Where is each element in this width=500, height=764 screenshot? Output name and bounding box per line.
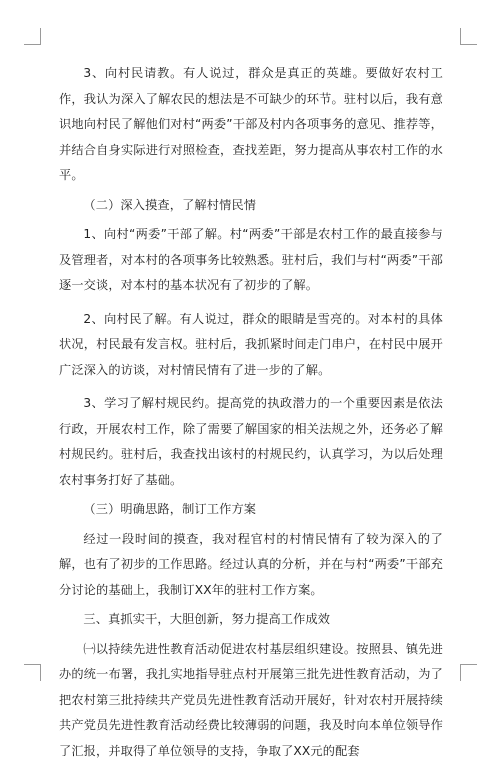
document-body (59, 61, 443, 764)
crop-mark-bottom-right (460, 664, 477, 681)
crop-mark-top-right (460, 28, 477, 45)
paragraph-village-committee: 1、向村“两委”干部了解。村“两委”干部是农村工作的最直接参与及管理者，对本村的各项事务比较熟悉。驻村后，我们与村“两委”干部逐一交谈，对本村的基本状况有了初步的了解。 (59, 222, 443, 299)
crop-mark-top-left (24, 28, 41, 45)
paragraph-villagers: 2、向村民了解。有人说过，群众的眼睛是雪亮的。对本村的具体状况，村民最有发言权。驻村后，我抓紧时间走门串户，在村民中展开广泛深入的访谈，对村情民情有了进一步的了解。 (59, 307, 443, 384)
section-heading-survey: （二）深入摸查，了解村情民情 (59, 193, 443, 219)
section-heading-plan: （三）明确思路，制订工作方案 (59, 497, 443, 523)
paragraph-advanced-education: ㈠以持续先进性教育活动促进农村基层组织建设。按照县、镇先进办的统一布署，我扎实地指导驻点村开展第三批先进性教育活动，为了把农村第三批持续共产党员先进性教育活动开展好，针对农村开展持续共产党员先进性教育活动经费比较薄弱的问题，我及时向本单位领导作了汇报，并取得了单位领导的支持，争取了XX元的配套 (59, 637, 443, 764)
paragraph-village-rules: 3、学习了解村规民约。提高党的执政潜力的一个重要因素是依法行政，开展农村工作，除了需要了解国家的相关法规之外，还务必了解村规民约。驻村后，我查找出该村的村规民约，认真学习，为以后处理农村事务打好了基础。 (59, 391, 443, 493)
crop-mark-bottom-left (24, 664, 41, 681)
section-heading-results: 三、真抓实干，大胆创新，努力提高工作成效 (59, 607, 443, 633)
paragraph-work-plan: 经过一段时间的摸查，我对程官村的村情民情有了较为深入的了解，也有了初步的工作思路。经过认真的分析，并在与村“两委”干部充分讨论的基础上，我制订XX年的驻村工作方案。 (59, 527, 443, 604)
paragraph-consult-villagers: 3、向村民请教。有人说过，群众是真正的英雄。要做好农村工作，我认为深入了解农民的想法是不可缺少的环节。驻村以后，我有意识地向村民了解他们对村“两委”干部及村内各项事务的意见、推荐等，并结合自身实际进行对照检查，查找差距，努力提高从事农村工作的水平。 (59, 61, 443, 189)
